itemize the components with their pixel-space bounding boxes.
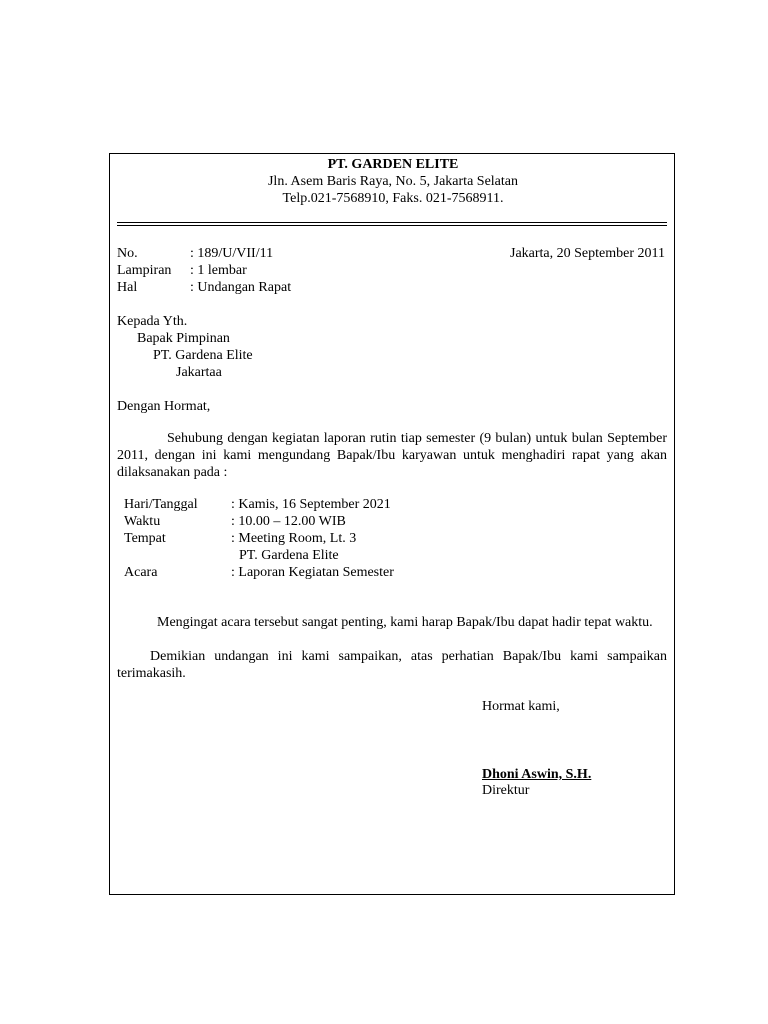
place-value-2: PT. Gardena Elite — [239, 548, 339, 563]
day-value: : Kamis, 16 September 2021 — [231, 497, 391, 512]
time-label: Waktu — [124, 514, 161, 529]
place-date: Jakarta, 20 September 2011 — [510, 246, 665, 261]
company-address: Jln. Asem Baris Raya, No. 5, Jakarta Selatan — [267, 174, 518, 189]
company-name: PT. GARDEN ELITE — [327, 157, 459, 172]
signatory-title: Direktur — [482, 783, 530, 798]
intro-paragraph: Sehubung dengan kegiatan laporan rutin tiap semester (9 bulan) untuk bulan September 2011, dengan ini kami mengundang Bapak/Ibu karyawan untuk menghadiri rapat yang akan dilaksanakan pada : — [117, 431, 667, 480]
letterhead-rule-top — [117, 222, 667, 223]
attachment-label: Lampiran — [117, 263, 172, 278]
attachment-value: : 1 lembar — [190, 263, 247, 278]
letter-page — [109, 153, 675, 895]
recipient-line-3: PT. Gardena Elite — [153, 348, 253, 363]
subject-label: Hal — [117, 280, 138, 295]
place-value: : Meeting Room, Lt. 3 — [231, 531, 357, 546]
day-label: Hari/Tanggal — [124, 497, 198, 512]
closing-paragraph-2: Demikian undangan ini kami sampaikan, atas perhatian Bapak/Ibu kami sampaikan terimakasih. — [117, 649, 667, 681]
recipient-line-2: Bapak Pimpinan — [137, 331, 230, 346]
number-label: No. — [117, 246, 138, 261]
company-contact: Telp.021-7568910, Faks. 021-7568911. — [282, 191, 504, 206]
time-value: : 10.00 – 12.00 WIB — [231, 514, 346, 529]
subject-value: : Undangan Rapat — [190, 280, 292, 295]
signature-greeting: Hormat kami, — [482, 699, 560, 714]
salutation: Dengan Hormat, — [117, 399, 211, 414]
number-value: : 189/U/VII/11 — [190, 246, 274, 261]
place-label: Tempat — [124, 531, 166, 546]
agenda-label: Acara — [124, 565, 158, 580]
letterhead-rule-bottom — [117, 225, 667, 226]
recipient-line-1: Kepada Yth. — [117, 314, 188, 329]
signatory-name: Dhoni Aswin, S.H. — [482, 767, 592, 782]
agenda-value: : Laporan Kegiatan Semester — [231, 565, 394, 580]
closing-paragraph-1: Mengingat acara tersebut sangat penting, kami harap Bapak/Ibu dapat hadir tepat waktu. — [157, 615, 653, 630]
recipient-line-4: Jakartaa — [176, 365, 222, 380]
